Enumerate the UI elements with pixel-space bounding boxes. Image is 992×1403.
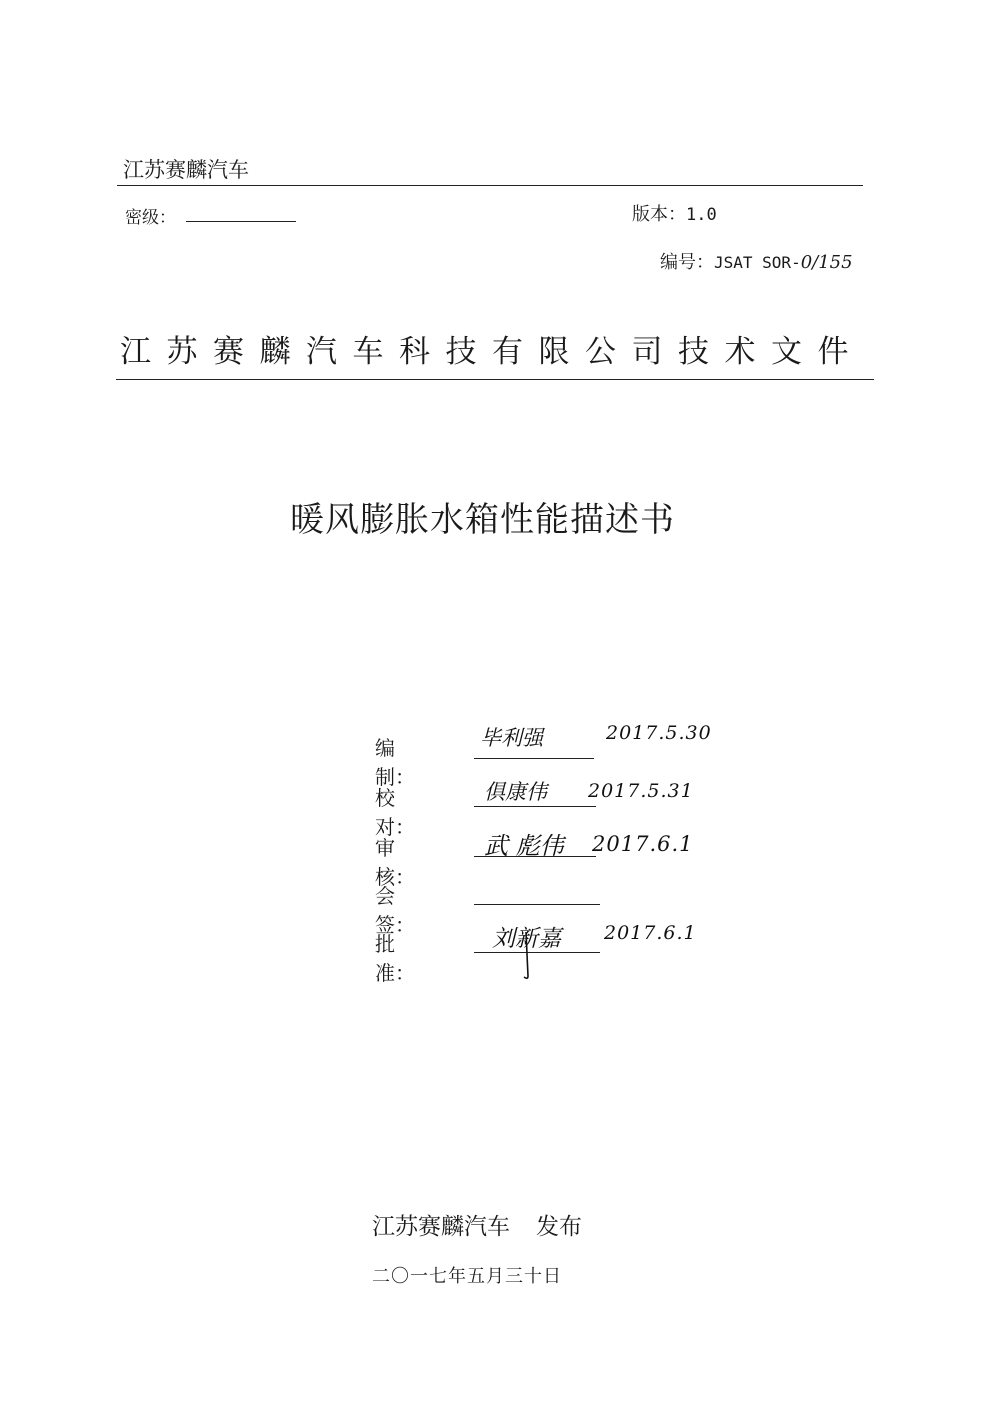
- document-number-printed: JSAT SOR-: [714, 253, 801, 272]
- company-short-name: 江苏赛麟汽车: [123, 158, 249, 182]
- signoff-line: [474, 904, 600, 905]
- signoff-label: 会签：: [375, 884, 415, 937]
- version-value: 1.0: [686, 205, 717, 225]
- signoff-label: 批准：: [375, 932, 415, 985]
- handwritten-signature: 毕利强: [480, 726, 543, 750]
- publish-date: 二〇一七年五月三十日: [372, 1266, 562, 1287]
- header-divider: [117, 185, 863, 186]
- version-label: 版本：: [632, 204, 686, 225]
- handwritten-date: 2017.6.1: [592, 832, 694, 856]
- version-field: [632, 200, 717, 226]
- signoff-line: [474, 758, 594, 759]
- publish-word: 发布: [536, 1214, 582, 1240]
- document-number-label: 编号：: [660, 252, 714, 273]
- secret-level-blank: [186, 221, 296, 222]
- handwritten-signature: 俱康伟: [484, 780, 547, 804]
- signoff-label: 编制：: [375, 736, 415, 789]
- handwritten-signature: 武 彪伟: [484, 832, 564, 860]
- signoff-label: 审核：: [375, 836, 415, 889]
- signoff-line: [474, 806, 596, 807]
- handwritten-signature: 刘新嘉: [492, 926, 561, 952]
- company-banner: 江苏赛麟汽车科技有限公司技术文件: [120, 334, 864, 370]
- document-number-handwritten: 0/155: [800, 252, 853, 273]
- handwritten-date: 2017.5.30: [606, 722, 712, 744]
- signoff-label: 校对：: [375, 786, 415, 839]
- document-number-field: [660, 248, 853, 274]
- secret-level-label: 密级：: [125, 208, 176, 228]
- signature-stroke: [520, 930, 540, 982]
- handwritten-date: 2017.5.31: [588, 780, 694, 802]
- publisher-name: 江苏赛麟汽车: [372, 1214, 510, 1240]
- banner-divider: [116, 379, 874, 380]
- publisher: [372, 1208, 582, 1241]
- handwritten-date: 2017.6.1: [604, 922, 697, 944]
- document-title: 暖风膨胀水箱性能描述书: [290, 500, 675, 540]
